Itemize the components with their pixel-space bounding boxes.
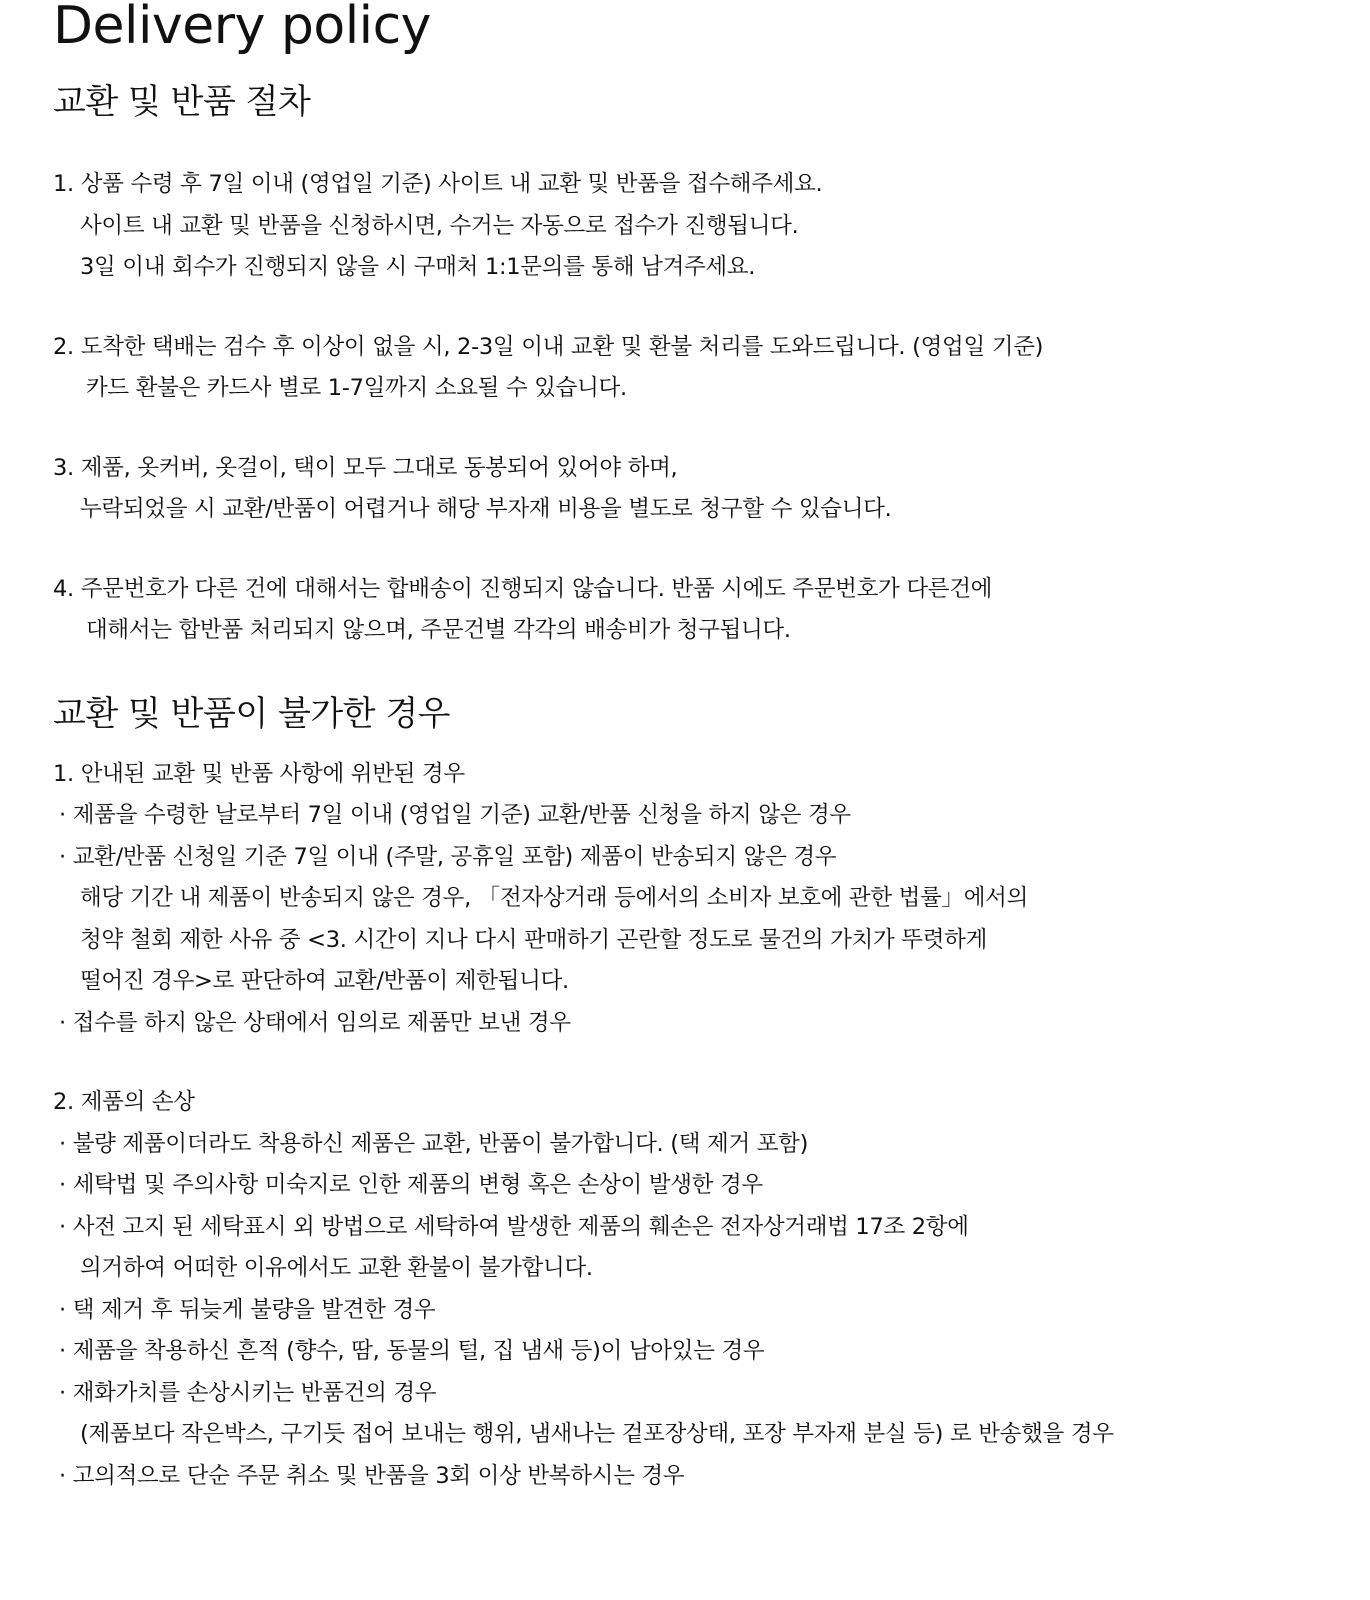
non-returnable-group-1 — [53, 754, 1343, 1045]
group-2-line-7: · 재화가치를 손상시키는 반품건의 경우 — [59, 1379, 437, 1406]
procedure-item-4-line-1: 4. 주문번호가 다른 건에 대해서는 합배송이 진행되지 않습니다. 반품 시에도 주문번호가 다른건에 — [53, 575, 993, 602]
group-2-line-5: · 택 제거 후 뒤늦게 불량을 발견한 경우 — [59, 1296, 436, 1323]
group-1-heading: 1. 안내된 교환 및 반품 사항에 위반된 경우 — [53, 760, 465, 787]
procedure-item-1-line-3: 3일 이내 회수가 진행되지 않을 시 구매처 1:1문의를 통해 남겨주세요. — [80, 254, 756, 280]
group-2-line-6: · 제품을 착용하신 흔적 (향수, 땀, 동물의 털, 집 냄새 등)이 남아있는 경우 — [59, 1338, 765, 1364]
spacer — [53, 531, 1343, 569]
procedure-item-2 — [53, 327, 1343, 410]
non-returnable-cases-section — [53, 692, 1343, 1498]
group-2-line-4: 의거하여 어떠한 이유에서도 교환 환불이 불가합니다. — [80, 1255, 593, 1281]
procedure-item-2-line-2: 카드 환불은 카드사 별로 1-7일까지 소요될 수 있습니다. — [86, 375, 627, 401]
procedure-item-1 — [53, 164, 1343, 289]
section-title-procedure: 교환 및 반품 절차 — [53, 82, 311, 122]
group-2-line-3: · 사전 고지 된 세탁표시 외 방법으로 세탁하여 발생한 제품의 훼손은 전자상거래법 17조 2항에 — [59, 1213, 969, 1240]
group-1-line-2: · 교환/반품 신청일 기준 7일 이내 (주말, 공휴일 포함) 제품이 반송되지 않은 경우 — [59, 843, 837, 870]
group-2-heading: 2. 제품의 손상 — [53, 1089, 195, 1115]
procedure-item-2-line-1: 2. 도착한 택배는 검수 후 이상이 없을 시, 2-3일 이내 교환 및 환불 처리를 도와드립니다. (영업일 기준) — [53, 333, 1044, 360]
delivery-policy-page — [53, 0, 1343, 1497]
group-1-line-3: 해당 기간 내 제품이 반송되지 않은 경우, 「전자상거래 등에서의 소비자 보호에 관한 법률」에서의 — [80, 885, 1029, 911]
exchange-return-procedure-section — [53, 80, 1343, 652]
group-2-line-8: (제품보다 작은박스, 구기듯 접어 보내는 행위, 냄새나는 겉포장상태, 포장 부자재 분실 등) 로 반송했을 경우 — [80, 1421, 1114, 1447]
group-1-line-6: · 접수를 하지 않은 상태에서 임의로 제품만 보낸 경우 — [59, 1009, 571, 1036]
procedure-item-3-line-2: 누락되었을 시 교환/반품이 어렵거나 해당 부자재 비용을 별도로 청구할 수 있습니다. — [80, 496, 892, 522]
procedure-item-4-line-2: 대해서는 합반품 처리되지 않으며, 주문건별 각각의 배송비가 청구됩니다. — [86, 617, 791, 643]
group-1-line-4: 청약 철회 제한 사유 중 <3. 시간이 지나 다시 판매하기 곤란할 정도로 물건의 가치가 뚜렷하게 — [80, 926, 988, 953]
group-2-line-9: · 고의적으로 단순 주문 취소 및 반품을 3회 이상 반복하시는 경우 — [59, 1462, 685, 1489]
spacer — [53, 289, 1343, 327]
spacer — [53, 1044, 1343, 1082]
procedure-list — [53, 164, 1343, 652]
procedure-item-3-line-1: 3. 제품, 옷커버, 옷걸이, 택이 모두 그대로 동봉되어 있어야 하며, — [53, 454, 678, 481]
procedure-item-1-line-2: 사이트 내 교환 및 반품을 신청하시면, 수거는 자동으로 접수가 진행됩니다. — [80, 212, 799, 239]
non-returnable-list — [53, 754, 1343, 1498]
section-title-non-returnable: 교환 및 반품이 불가한 경우 — [53, 693, 451, 734]
group-1-line-5: 떨어진 경우>로 판단하여 교환/반품이 제한됩니다. — [80, 968, 569, 994]
page-title: Delivery policy — [53, 0, 431, 56]
procedure-item-3 — [53, 448, 1343, 531]
group-2-line-1: · 불량 제품이더라도 착용하신 제품은 교환, 반품이 불가합니다. (택 제거 포함) — [59, 1130, 809, 1157]
spacer — [53, 410, 1343, 448]
non-returnable-group-2 — [53, 1082, 1343, 1497]
procedure-item-1-line-1: 1. 상품 수령 후 7일 이내 (영업일 기준) 사이트 내 교환 및 반품을 접수해주세요. — [53, 171, 823, 197]
group-2-line-2: · 세탁법 및 주의사항 미숙지로 인한 제품의 변형 혹은 손상이 발생한 경우 — [59, 1172, 763, 1198]
group-1-line-1: · 제품을 수령한 날로부터 7일 이내 (영업일 기준) 교환/반품 신청을 하지 않은 경우 — [59, 802, 851, 828]
procedure-item-4 — [53, 569, 1343, 652]
